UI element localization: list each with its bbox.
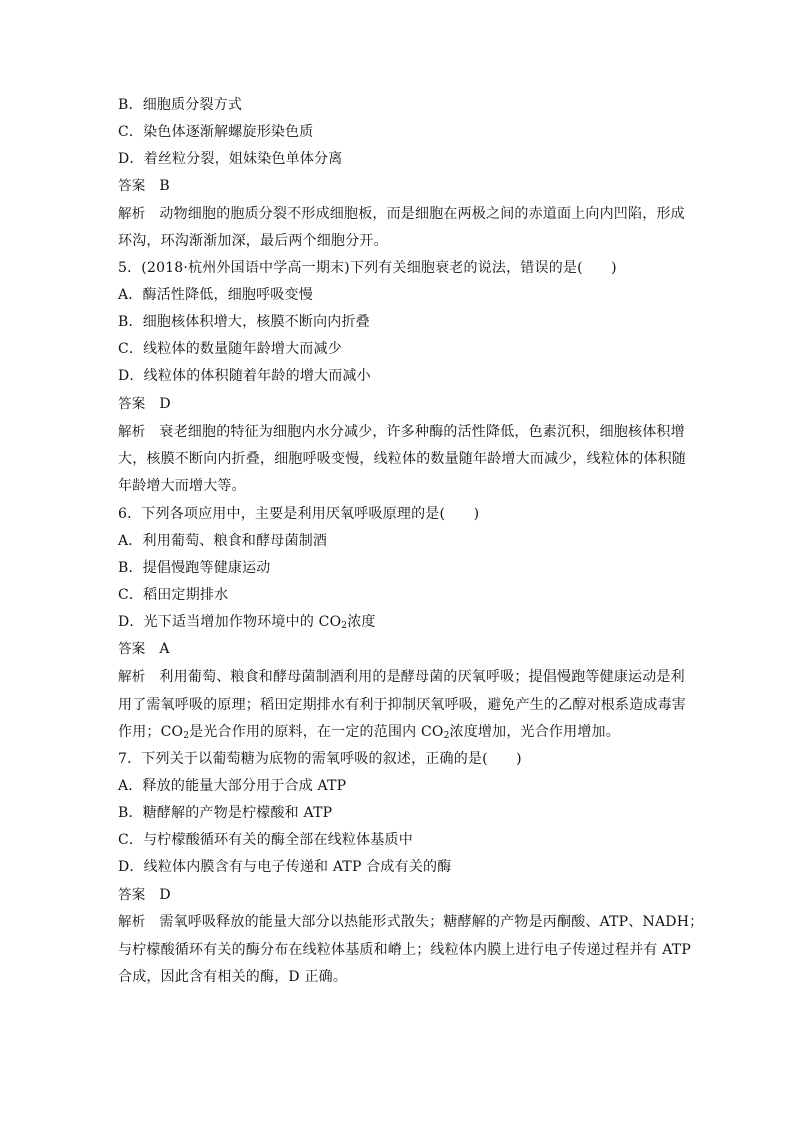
q6-option-c: C．稻田定期排水 [118, 587, 229, 603]
q7-option-c: C．与柠檬酸循环有关的酶全部在线粒体基质中 [118, 832, 413, 848]
q6-option-d [118, 614, 376, 630]
explanation-text: 利用葡萄、粮食和酵母菌制酒利用的是酵母菌的厌氧呼吸；提倡慢跑等健康运动是利 [159, 669, 685, 685]
q6-explanation-line-1 [118, 669, 685, 685]
q4-option-c: C．染色体逐渐解螺旋形染色质 [118, 124, 314, 140]
explanation-text: 需氧呼吸释放的能量大部分以热能形式散失；糖酵解的产物是丙酮酸、ATP、NADH； [159, 914, 704, 930]
answer-label: 答案 [118, 641, 146, 657]
explanation-label: 解析 [118, 206, 146, 222]
q4-option-b: B．细胞质分裂方式 [118, 97, 243, 113]
q5-explanation-line-1 [118, 424, 685, 440]
q4-answer [118, 178, 170, 194]
answer-value: D [159, 396, 171, 412]
q5-explanation-line-3: 年龄增大而增大等。 [118, 478, 246, 494]
answer-value: D [159, 887, 171, 903]
q7-explanation-line-2: 与柠檬酸循环有关的酶分布在线粒体基质和嵴上；线粒体内膜上进行电子传递过程并有 ATP [118, 942, 691, 958]
q5-explanation-line-2: 大，核膜不断向内折叠，细胞呼吸变慢，线粒体的数量随年龄增大而减少，线粒体的体积随 [118, 451, 686, 467]
q7-explanation-line-1 [118, 914, 703, 930]
q7-stem: 7．下列关于以葡萄糖为底物的需氧呼吸的叙述，正确的是( ) [118, 751, 522, 767]
explanation-text: 浓度增加，光合作用增加。 [449, 724, 620, 740]
q7-option-d: D．线粒体内膜含有与电子传递和 ATP 合成有关的酶 [118, 859, 452, 875]
subscript: 2 [341, 621, 348, 631]
explanation-text: 衰老细胞的特征为细胞内水分减少，许多种酶的活性降低，色素沉积，细胞核体积增 [159, 424, 685, 440]
q4-option-d: D．着丝粒分裂，姐妹染色单体分离 [118, 151, 343, 167]
q7-option-b: B．糖酵解的产物是柠檬酸和 ATP [118, 805, 333, 821]
q5-option-c: C．线粒体的数量随年龄增大而减少 [118, 341, 342, 357]
answer-label: 答案 [118, 178, 146, 194]
q7-explanation-line-3: 合成，因此含有相关的酶，D 正确。 [118, 969, 348, 985]
q5-option-d: D．线粒体的体积随着年龄的增大而减小 [118, 368, 371, 384]
q7-option-a: A．释放的能量大部分用于合成 ATP [118, 778, 347, 794]
q6-explanation-line-2: 用了需氧呼吸的原理；稻田定期排水有利于抑制厌氧呼吸，避免产生的乙醇对根系造成毒害 [118, 697, 686, 713]
q5-stem: 5．(2018·杭州外国语中学高一期末)下列有关细胞衰老的说法，错误的是( ) [118, 260, 617, 276]
q5-option-b: B．细胞核体积增大，核膜不断向内折叠 [118, 314, 370, 330]
q6-option-a: A．利用葡萄、粮食和酵母菌制酒 [118, 533, 328, 549]
q5-answer [118, 396, 171, 412]
q6-explanation-line-3 [118, 724, 620, 740]
option-text: D．光下适当增加作物环境中的 CO [118, 614, 342, 630]
q5-option-a: A．酶活性降低，细胞呼吸变慢 [118, 287, 313, 303]
q4-explanation-line-1 [118, 206, 685, 222]
explanation-text: 作用；CO [118, 724, 184, 740]
q4-explanation-line-2: 环沟，环沟渐渐加深，最后两个细胞分开。 [118, 233, 388, 249]
subscript: 2 [443, 731, 450, 741]
explanation-label: 解析 [118, 914, 146, 930]
q6-stem: 6．下列各项应用中，主要是利用厌氧呼吸原理的是( ) [118, 506, 480, 522]
q7-answer [118, 887, 171, 903]
answer-value: B [159, 178, 170, 194]
answer-label: 答案 [118, 396, 146, 412]
explanation-label: 解析 [118, 669, 146, 685]
answer-label: 答案 [118, 887, 146, 903]
explanation-text: 是光合作用的原料，在一定的范围内 CO [189, 724, 444, 740]
explanation-label: 解析 [118, 424, 146, 440]
q6-option-b: B．提倡慢跑等健康运动 [118, 560, 271, 576]
option-text: 浓度 [347, 614, 376, 630]
explanation-text: 动物细胞的胞质分裂不形成细胞板，而是细胞在两极之间的赤道面上向内凹陷，形成 [159, 206, 685, 222]
q6-answer [118, 641, 170, 657]
answer-value: A [159, 641, 170, 657]
subscript: 2 [183, 731, 190, 741]
